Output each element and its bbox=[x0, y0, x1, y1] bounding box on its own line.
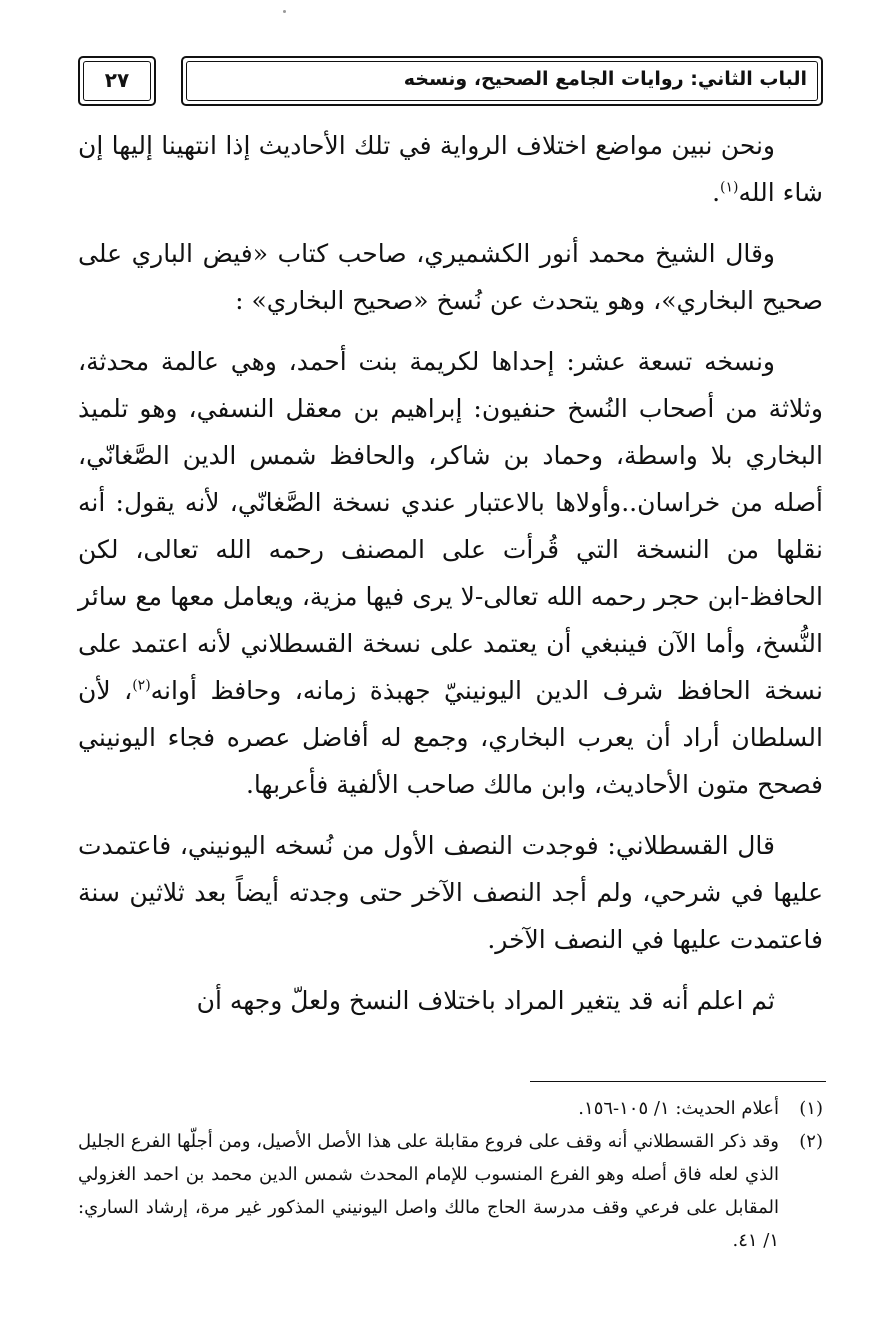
footnote-ref: (٢) bbox=[132, 677, 151, 694]
paragraph bbox=[78, 230, 823, 324]
footnote-ref: (١) bbox=[720, 179, 739, 196]
main-text bbox=[78, 122, 823, 1038]
paragraph-text: ونحن نبين مواضع اختلاف الرواية في تلك الأحاديث إذا انتهينا إليها إن شاء الله bbox=[78, 131, 823, 207]
paragraph bbox=[78, 338, 823, 808]
footnotes bbox=[78, 1092, 823, 1257]
paragraph bbox=[78, 822, 823, 963]
paragraph-tail: ، لأن السلطان أراد أن يعرب البخاري، وجمع له أفاضل عصره فجاء اليونيني فصحح متون الأحاديث، وابن مالك صاحب الألفية فأعربها. bbox=[78, 676, 823, 799]
paragraph-text: قال القسطلاني: فوجدت النصف الأول من نُسخه اليونيني، فاعتمدت عليها في شرحي، ولم أجد النصف الآخر حتى وجدته أيضاً بعد ثلاثين سنة فاعتمدت عليها في النصف الآخر. bbox=[78, 831, 823, 954]
paragraph-text: وقال الشيخ محمد أنور الكشميري، صاحب كتاب «فيض الباري على صحيح البخاري»، وهو يتحدث عن نُسخ «صحيح البخاري» : bbox=[78, 239, 823, 315]
page-number: ٢٧ bbox=[104, 68, 130, 92]
footnote-number: (١) bbox=[799, 1098, 823, 1119]
chapter-title: الباب الثاني: روايات الجامع الصحيح، ونسخه bbox=[403, 68, 807, 90]
footnote bbox=[78, 1092, 823, 1125]
footnote-number: (٢) bbox=[799, 1131, 823, 1152]
footnote-separator bbox=[530, 1081, 826, 1082]
footnote bbox=[78, 1125, 823, 1257]
paragraph bbox=[78, 122, 823, 216]
chapter-title-box bbox=[181, 56, 823, 106]
paragraph bbox=[78, 977, 823, 1024]
page-header bbox=[78, 56, 823, 108]
scan-speck bbox=[283, 10, 286, 13]
paragraph-text: ونسخه تسعة عشر: إحداها لكريمة بنت أحمد، وهي عالمة محدثة، وثلاثة من أصحاب النُسخ حنفيون: إبراهيم بن معقل النسفي، وهو تلميذ البخاري بلا واسطة، وحماد بن شاكر، والحافظ شمس الدين الصَّغانّي، أصله من خراسان..وأولاها بالاعتبار عندي نسخة الصَّغانّي، لأنه يقول: أنه نقلها من النسخة التي قُرأت على المصنف رحمه الله تعالى، لكن الحافظ-ابن حجر رحمه الله تعالى-لا يرى فيها مزية، ويعامل معها مع سائر النُّسخ، وأما الآن فينبغي أن يعتمد على نسخة القسطلاني لأنه اعتمد على نسخة الحافظ شرف الدين اليونينيّ جهبذة زمانه، وحافظ أوانه bbox=[78, 347, 824, 705]
paragraph-tail: . bbox=[712, 178, 721, 207]
paragraph-text: ثم اعلم أنه قد يتغير المراد باختلاف النسخ ولعلّ وجهه أن bbox=[196, 986, 775, 1015]
footnote-text: أعلام الحديث: ١/ ١٠٥-١٥٦. bbox=[578, 1098, 779, 1119]
page-number-box bbox=[78, 56, 156, 106]
footnote-text: وقد ذكر القسطلاني أنه وقف على فروع مقابلة على هذا الأصل الأصيل، ومن أجلّها الفرع الجليل الذي لعله فاق أصله وهو الفرع المنسوب للإمام المحدث شمس الدين محمد بن احمد الغزولي المقابل على فرعي وقف مدرسة الحاج مالك واصل اليونيني المذكور غير مرة، إرشاد الساري: ١/ ٤١. bbox=[78, 1131, 779, 1251]
